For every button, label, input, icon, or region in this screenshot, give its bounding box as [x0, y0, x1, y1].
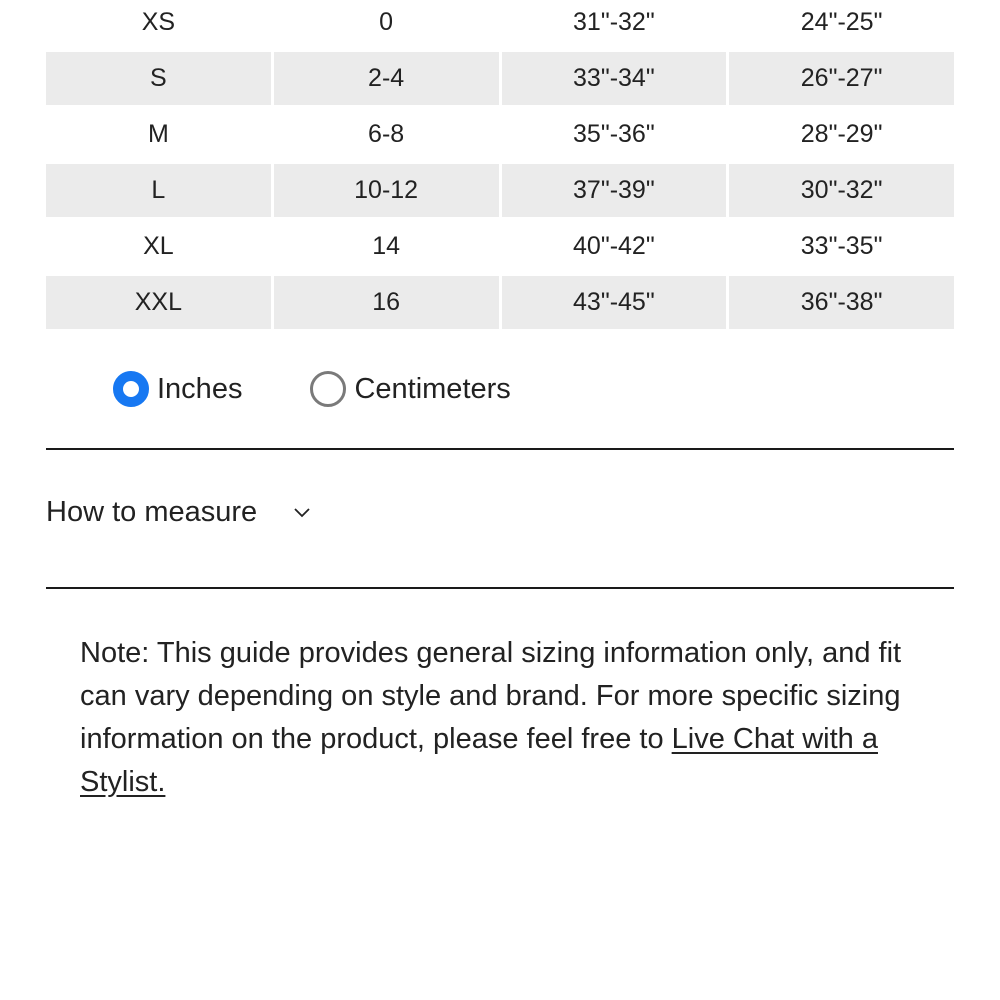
how-to-measure-accordion[interactable]: [46, 496, 311, 529]
table-cell-size: L: [46, 164, 271, 217]
table-row: [46, 108, 954, 161]
table-row: [46, 0, 954, 49]
live-chat-link[interactable]: Live Chat with a Stylist.: [80, 723, 878, 798]
inches-option[interactable]: [113, 371, 242, 407]
table-cell-waist: 36"-38": [729, 276, 954, 329]
inches-radio[interactable]: [113, 371, 149, 407]
chevron-down-icon[interactable]: [293, 507, 311, 519]
note-label: Note:: [80, 637, 150, 669]
centimeters-radio[interactable]: [310, 371, 346, 407]
table-cell-us: 16: [274, 276, 499, 329]
table-cell-us: 0: [379, 8, 394, 36]
table-cell-us: 14: [372, 232, 401, 260]
table-cell-bust: 31"-32": [573, 8, 655, 36]
sizing-note: [80, 632, 940, 804]
table-cell-bust: 40"-42": [573, 232, 655, 260]
table-cell-us: 2-4: [274, 52, 499, 105]
table-cell-bust: 35"-36": [573, 120, 655, 148]
divider: [46, 587, 954, 589]
table-cell-size: XS: [141, 8, 176, 36]
table-cell-waist: 24"-25": [800, 8, 883, 36]
accordion-title: How to measure: [46, 496, 258, 528]
centimeters-option[interactable]: [310, 371, 510, 407]
table-cell-bust: 43"-45": [502, 276, 727, 329]
table-row: [46, 52, 954, 105]
table-cell-size: S: [46, 52, 271, 105]
size-table: [46, 0, 954, 332]
table-cell-us: 6-8: [368, 120, 405, 148]
table-cell-waist: 33"-35": [800, 232, 883, 260]
table-cell-size: XXL: [46, 276, 271, 329]
table-row: [46, 220, 954, 273]
table-cell-waist: 30"-32": [729, 164, 954, 217]
inches-label: Inches: [157, 372, 243, 405]
table-cell-size: M: [147, 120, 169, 148]
note-text: This guide provides general sizing information only, and fit can vary depending on style and brand. For more specific sizing information on the product, please feel free to: [80, 637, 902, 755]
table-cell-us: 10-12: [274, 164, 499, 217]
unit-toggle: [113, 368, 511, 410]
table-row: [46, 276, 954, 329]
table-row: [46, 164, 954, 217]
table-cell-waist: 28"-29": [800, 120, 883, 148]
table-cell-bust: 37"-39": [502, 164, 727, 217]
centimeters-label: Centimeters: [354, 372, 511, 405]
table-cell-waist: 26"-27": [729, 52, 954, 105]
table-cell-size: XL: [143, 232, 174, 260]
divider: [46, 448, 954, 450]
table-cell-bust: 33"-34": [502, 52, 727, 105]
